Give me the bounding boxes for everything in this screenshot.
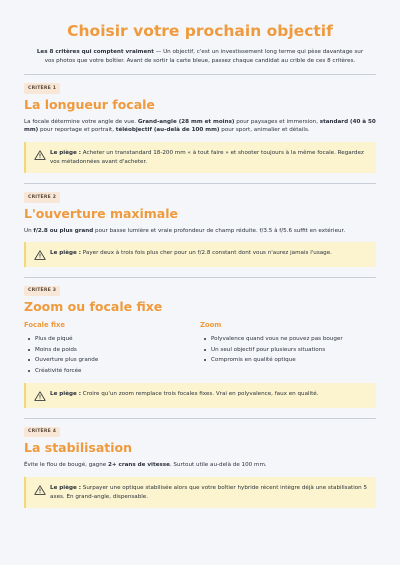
column-fixed-focal: [24, 320, 200, 377]
criterion-tag: CRITÈRE 3: [24, 286, 60, 296]
text-run: pour basse lumière et vraie profondeur de champ réduite. f/3.5 à f/5.6 suffit en extérieur.: [93, 227, 346, 234]
warning-label: Le piège :: [50, 250, 82, 257]
list-item: Un seul objectif pour plusieurs situations: [204, 346, 376, 355]
text-run: pour reportage et portrait,: [38, 127, 116, 134]
section-heading: La stabilisation: [24, 440, 133, 456]
list-item: Créativité forcée: [28, 367, 200, 376]
warning-label: Le piège :: [50, 150, 82, 157]
column-title: Zoom: [200, 321, 222, 330]
bold-run: f/2.8 ou plus grand: [33, 227, 94, 234]
intro-text: — Un objectif, c'est un investissement long terme qui pèse davantage sur vos photos que votre boîtier. Avant de sortir la carte bleue, passez chaque candidat au crible de ces 8 critères.: [44, 48, 364, 64]
warning-triangle-icon: [34, 250, 46, 260]
warning-label: Le piège :: [50, 485, 82, 491]
warning-callout: [24, 383, 376, 408]
column-title: Focale fixe: [24, 321, 65, 330]
warning-text: [50, 249, 368, 258]
bold-run: standard (40 à 50 mm): [24, 118, 376, 134]
warning-text: [50, 390, 368, 399]
comparison-columns: [24, 320, 376, 377]
bold-run: téléobjectif (au-delà de 100 mm): [115, 127, 220, 134]
column-zoom: [200, 320, 376, 377]
text-run: . Surtout utile au-delà de 100 mm.: [169, 462, 267, 469]
text-run: pour sport, animalier et détails.: [219, 127, 310, 134]
section-criterion-1: [24, 83, 376, 173]
warning-triangle-icon: [34, 150, 46, 160]
list-item: Moins de poids: [28, 346, 200, 355]
section-heading: Zoom ou focale fixe: [24, 299, 163, 315]
criterion-tag: CRITÈRE 1: [24, 83, 60, 93]
criterion-tag: CRITÈRE 4: [24, 427, 60, 437]
list-item: Compromis en qualité optique: [204, 356, 376, 365]
criterion-tag: CRITÈRE 2: [24, 192, 60, 202]
warning-text: [50, 149, 368, 166]
page-title: Choisir votre prochain objectif: [67, 22, 333, 40]
section-criterion-4: [24, 427, 376, 508]
text-run: Un: [24, 227, 34, 234]
list-item: Polyvalence quand vous ne pouvez pas bouger: [204, 335, 376, 344]
warning-label: Le piège :: [50, 391, 82, 398]
pros-list: [24, 335, 200, 376]
text-run: La focale détermine votre angle de vue.: [24, 118, 138, 125]
warning-triangle-icon: [34, 391, 46, 401]
bold-run: Grand-angle (28 mm et moins): [137, 118, 235, 125]
warning-body: Croire qu'un zoom remplace trois focales fixes. Vrai en polyvalence, faux en qualité.: [81, 391, 319, 398]
section-divider: [24, 277, 376, 278]
section-paragraph: [24, 227, 376, 236]
warning-body: Acheter un transtandard 18-200 mm « à tout faire » et shooter toujours à la même focale. Regardez vos métadonnées avant d'acheter.: [50, 150, 364, 165]
warning-triangle-icon: [34, 485, 46, 495]
warning-text: [50, 484, 368, 501]
intro-bold: Les 8 critères qui comptent vraiment: [36, 48, 154, 55]
section-divider: [24, 418, 376, 419]
section-paragraph: [24, 118, 376, 135]
warning-callout: [24, 142, 376, 173]
section-criterion-2: [24, 192, 376, 267]
section-divider: [24, 183, 376, 184]
list-item: Ouverture plus grande: [28, 356, 200, 365]
section-heading: La longueur focale: [24, 96, 155, 112]
section-divider: [24, 74, 376, 75]
warning-body: Payer deux à trois fois plus cher pour un f/2.8 constant dont vous n'aurez jamais l'usage.: [81, 250, 332, 257]
section-paragraph: [24, 461, 376, 470]
text-run: Évite le flou de bougé, gagne: [24, 462, 108, 469]
text-run: pour paysages et immersion,: [234, 118, 320, 125]
intro-paragraph: [36, 48, 364, 66]
section-heading: L'ouverture maximale: [24, 205, 178, 221]
section-criterion-3: [24, 286, 376, 408]
warning-body: Surpayer une optique stabilisée alors que votre boîtier hybride récent intègre déjà une stabilisation 5 axes. En grand-angle, dispensable.: [50, 485, 368, 500]
bold-run: 2+ crans de vitesse: [108, 462, 170, 469]
pros-list: [200, 335, 376, 365]
warning-callout: [24, 242, 376, 267]
list-item: Plus de piqué: [28, 335, 200, 344]
warning-callout: [24, 477, 376, 508]
